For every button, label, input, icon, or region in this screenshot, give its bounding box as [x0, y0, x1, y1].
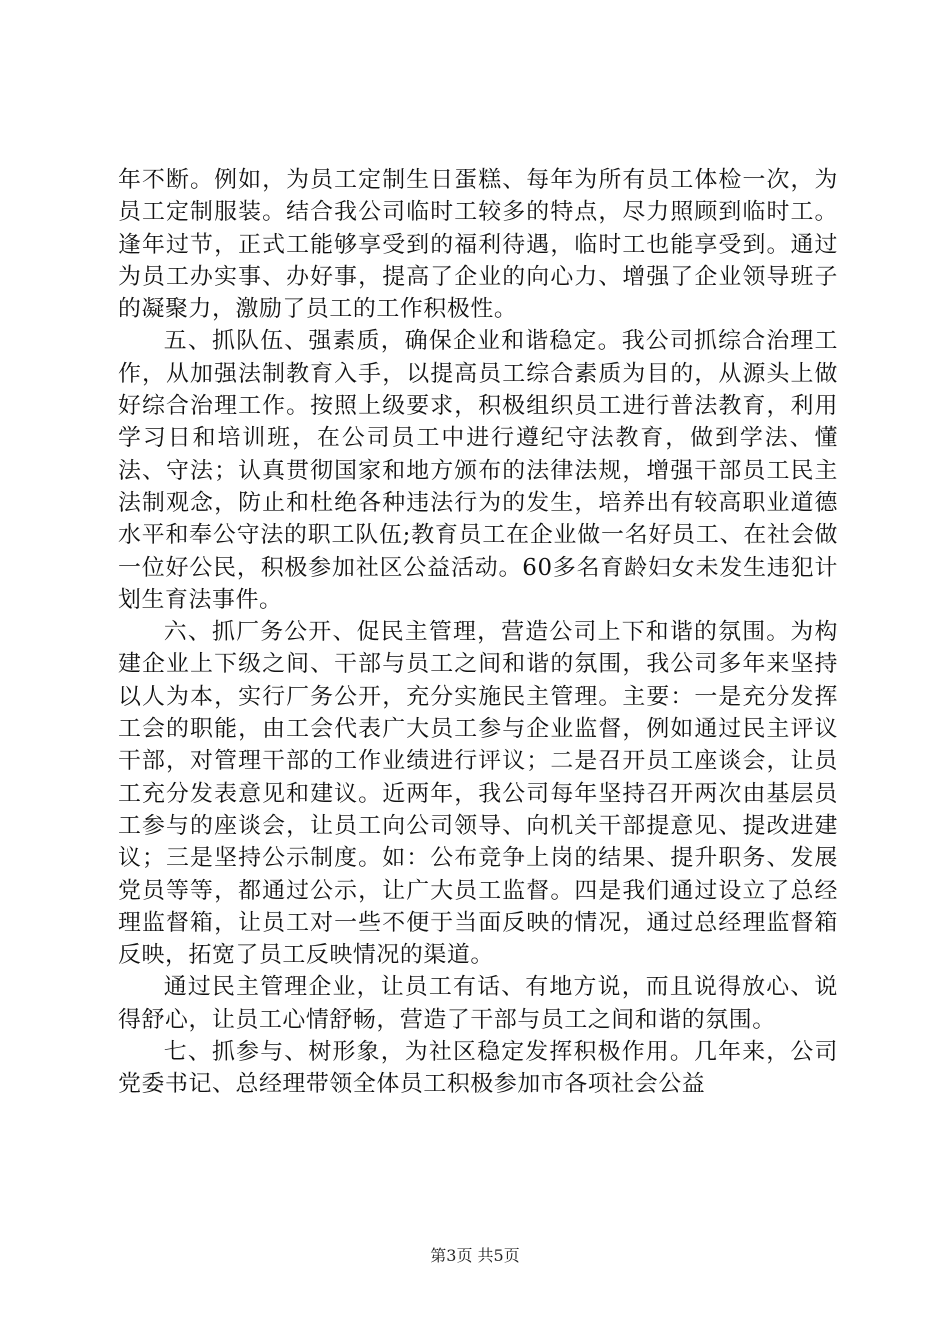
- paragraph-section-7: 七、抓参与、树形象，为社区稳定发挥积极作用。几年来，公司党委书记、总经理带领全体员工积极参加市各项社会公益: [118, 1039, 838, 1098]
- paragraph-continuation: 年不断。例如，为员工定制生日蛋糕、每年为所有员工体检一次，为员工定制服装。结合我公司临时工较多的特点，尽力照顾到临时工。逢年过节，正式工能够享受到的福利待遇，临时工也能享受到。通过为员工办实事、办好事，提高了企业的向心力、增强了企业领导班子的凝聚力，激励了员工的工作积极性。: [118, 167, 838, 323]
- paragraph-section-6: 六、抓厂务公开、促民主管理，营造公司上下和谐的氛围。为构建企业上下级之间、干部与员工之间和谐的氛围，我公司多年来坚持以人为本，实行厂务公开，充分实施民主管理。主要：一是充分发挥工会的职能，由工会代表广大员工参与企业监督，例如通过民主评议干部，对管理干部的工作业绩进行评议；二是召开员工座谈会，让员工充分发表意见和建议。近两年，我公司每年坚持召开两次由基层员工参与的座谈会，让员工向公司领导、向机关干部提意见、提改进建议；三是坚持公示制度。如：公布竞争上岗的结果、提升职务、发展党员等等，都通过公示，让广大员工监督。四是我们通过设立了总经理监督箱，让员工对一些不便于当面反映的情况，通过总经理监督箱反映，拓宽了员工反映情况的渠道。: [118, 619, 838, 969]
- body-text: [118, 164, 838, 1101]
- paragraph-democratic-management: 通过民主管理企业，让员工有话、有地方说，而且说得放心、说得舒心，让员工心情舒畅，营造了干部与员工之间和谐的氛围。: [118, 974, 838, 1033]
- paragraph-section-5: 五、抓队伍、强素质，确保企业和谐稳定。我公司抓综合治理工作，从加强法制教育入手，以提高员工综合素质为目的，从源头上做好综合治理工作。按照上级要求，积极组织员工进行普法教育，利用学习日和培训班，在公司员工中进行遵纪守法教育，做到学法、懂法、守法；认真贯彻国家和地方颁布的法律法规，增强干部员工民主法制观念，防止和杜绝各种违法行为的发生，培养出有较高职业道德水平和奉公守法的职工队伍;教育员工在企业做一名好员工、在社会做一位好公民，积极参加社区公益活动。60多名育龄妇女未发生违犯计划生育法事件。: [118, 328, 838, 613]
- page-number-footer: 第3页 共5页: [430, 1246, 520, 1265]
